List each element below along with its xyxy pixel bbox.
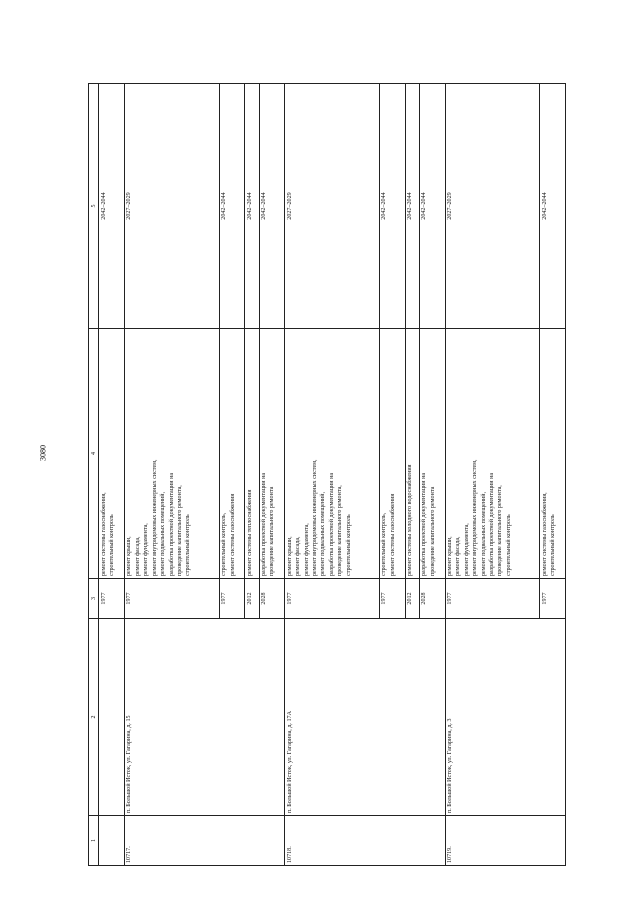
header-cell: 1 [89, 816, 99, 866]
work-line: ремонт фасада, [134, 536, 141, 576]
header-cell: 2 [89, 619, 99, 816]
work-line: ремонт фундамента, [143, 523, 150, 576]
work-line: проведение капитального ремонта, [497, 485, 504, 576]
period-cell: 2042–2044 [405, 84, 419, 329]
period-cell: 2042–2044 [219, 84, 245, 329]
address-cell: п. Большой Исток, ул. Гагарина, д. 17А [285, 619, 445, 816]
work-line: ремонт подвальных помещений, [160, 491, 167, 576]
works-cell [445, 329, 540, 579]
year-cell: 2028 [259, 579, 285, 619]
year-cell: 1977 [379, 579, 405, 619]
work-line: ремонт внутридомовых инженерных систем, [311, 459, 318, 576]
num-cell: 10719. [445, 816, 565, 866]
work-line: строительный контроль [185, 514, 192, 576]
period-cell: 2042–2044 [99, 84, 125, 329]
num-cell: 10718. [285, 816, 445, 866]
address-cell: п. Большой Исток, ул. Гагарина, д. 3 [445, 619, 565, 816]
work-line: ремонт крыши, [286, 536, 293, 576]
address-cell [99, 619, 125, 816]
work-line: ремонт фундамента, [303, 523, 310, 576]
work-line: ремонт подвальных помещений, [320, 491, 327, 576]
year-cell: 1977 [285, 579, 380, 619]
work-line: ремонт подвальных помещений, [480, 491, 487, 576]
year-cell: 1977 [219, 579, 245, 619]
works-cell [124, 329, 219, 579]
period-cell: 2042–2044 [245, 84, 259, 329]
work-line: проведение капитального ремонта [269, 486, 276, 576]
period-cell: 2042–2044 [379, 84, 405, 329]
period-cell: 2042–2044 [419, 84, 445, 329]
work-line: ремонт фундамента, [463, 523, 470, 576]
year-cell: 1977 [99, 579, 125, 619]
header-cell: 4 [89, 329, 99, 579]
table-row [445, 84, 540, 866]
num-cell: 10717. [124, 816, 284, 866]
work-line: строительный контроль [345, 514, 352, 576]
table-body [99, 84, 566, 866]
work-line: ремонт внутридомовых инженерных систем, [151, 459, 158, 576]
repair-schedule-table [88, 83, 566, 866]
period-cell: 2027–2029 [285, 84, 380, 329]
work-line: проведение капитального ремонта [429, 486, 436, 576]
work-line: проведение капитального ремонта, [176, 485, 183, 576]
header-row [89, 84, 99, 866]
work-line: ремонт внутридомовых инженерных систем, [472, 459, 479, 576]
work-line: ремонт системы газоснабжения, [100, 492, 107, 576]
work-line: проведение капитального ремонта, [337, 485, 344, 576]
work-line: ремонт системы теплоснабжения [246, 489, 253, 576]
work-line: ремонт системы холодного водоснабжения [407, 464, 414, 576]
rotated-table-container [88, 84, 566, 866]
work-line: ремонт фасада, [455, 536, 462, 576]
work-line: разработка проектной документации на [328, 472, 335, 576]
work-line: строительный контроль [109, 514, 116, 576]
year-cell: 2028 [419, 579, 445, 619]
work-line: разработка проектной документации на [168, 472, 175, 576]
table-row [285, 84, 380, 866]
works-cell [405, 329, 419, 579]
table-row [99, 84, 125, 866]
year-cell: 1977 [124, 579, 219, 619]
page-number: 3080 [38, 445, 48, 461]
work-line: строительный контроль, [221, 512, 228, 576]
work-line: разработка проектной документации на [489, 472, 496, 576]
work-line: разработка проектной документации на [261, 472, 268, 576]
works-cell [219, 329, 245, 579]
period-cell: 2027–2029 [445, 84, 540, 329]
address-cell: п. Большой Исток, ул. Гагарина, д. 15 [124, 619, 284, 816]
work-line: строительный контроль, [381, 512, 388, 576]
works-cell [540, 329, 566, 579]
header-cell: 5 [89, 84, 99, 329]
work-line: ремонт крыши, [126, 536, 133, 576]
work-line: ремонт системы газоснабжения [389, 493, 396, 576]
works-cell [259, 329, 285, 579]
table-row [124, 84, 219, 866]
year-cell: 1977 [445, 579, 540, 619]
work-line: ремонт фасада, [295, 536, 302, 576]
work-line: ремонт системы газоснабжения [229, 493, 236, 576]
work-line: ремонт системы газоснабжения, [541, 492, 548, 576]
header-cell: 3 [89, 579, 99, 619]
work-line: строительный контроль [550, 514, 557, 576]
works-cell [285, 329, 380, 579]
year-cell: 2012 [405, 579, 419, 619]
works-cell [379, 329, 405, 579]
work-line: ремонт крыши, [447, 536, 454, 576]
year-cell: 1977 [540, 579, 566, 619]
period-cell: 2027–2029 [124, 84, 219, 329]
num-cell [99, 816, 125, 866]
works-cell [419, 329, 445, 579]
works-cell [245, 329, 259, 579]
work-line: разработка проектной документации на [421, 472, 428, 576]
period-cell: 2042–2044 [540, 84, 566, 329]
work-line: строительный контроль [505, 514, 512, 576]
works-cell [99, 329, 125, 579]
year-cell: 2012 [245, 579, 259, 619]
period-cell: 2042–2044 [259, 84, 285, 329]
